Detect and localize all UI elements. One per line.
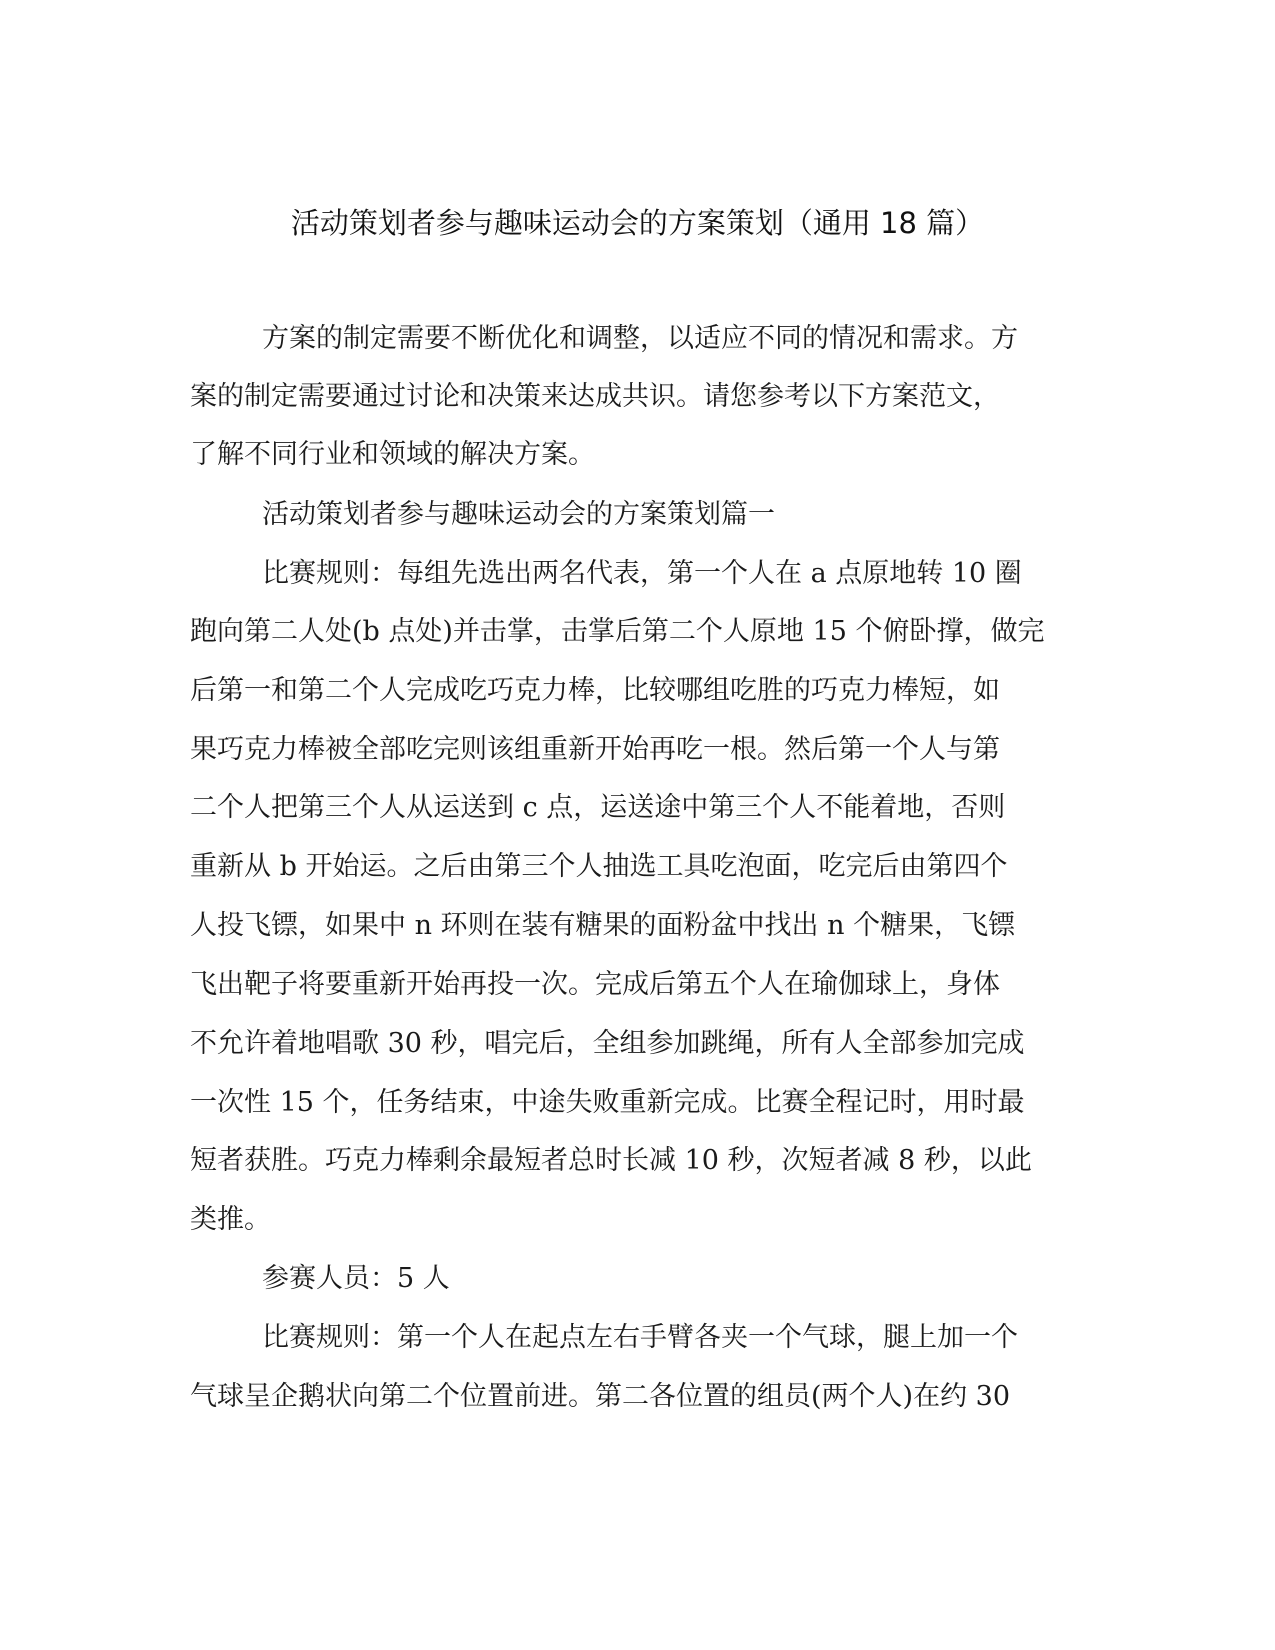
document-title: 活动策划者参与趣味运动会的方案策划（通用 18 篇） xyxy=(290,206,985,240)
paragraph-line: 重新从 b 开始运。之后由第三个人抽选工具吃泡面，吃完后由第四个 xyxy=(190,851,1008,882)
paragraph-line: 一次性 15 个，任务结束，中途失败重新完成。比赛全程记时，用时最 xyxy=(190,1087,1025,1118)
section-heading: 活动策划者参与趣味运动会的方案策划篇一 xyxy=(262,499,775,530)
paragraph-line: 类推。 xyxy=(190,1204,271,1235)
paragraph-line: 人投飞镖，如果中 n 环则在装有糖果的面粉盆中找出 n 个糖果，飞镖 xyxy=(190,910,1016,941)
paragraph-line: 二个人把第三个人从运送到 c 点，运送途中第三个人不能着地，否则 xyxy=(190,792,1006,823)
paragraph-line: 后第一和第二个人完成吃巧克力棒，比较哪组吃胜的巧克力棒短，如 xyxy=(190,675,1000,706)
participants-line: 参赛人员：5 人 xyxy=(262,1263,450,1294)
paragraph-line: 不允许着地唱歌 30 秒，唱完后，全组参加跳绳，所有人全部参加完成 xyxy=(190,1028,1025,1059)
paragraph-line: 方案的制定需要不断优化和调整，以适应不同的情况和需求。方 xyxy=(262,323,1018,354)
paragraph-line: 果巧克力棒被全部吃完则该组重新开始再吃一根。然后第一个人与第 xyxy=(190,734,1000,765)
paragraph-line: 了解不同行业和领域的解决方案。 xyxy=(190,439,595,470)
paragraph-line: 短者获胜。巧克力棒剩余最短者总时长减 10 秒，次短者减 8 秒，以此 xyxy=(190,1145,1032,1176)
paragraph-line: 比赛规则：第一个人在起点左右手臂各夹一个气球，腿上加一个 xyxy=(262,1322,1018,1353)
paragraph-line: 飞出靶子将要重新开始再投一次。完成后第五个人在瑜伽球上，身体 xyxy=(190,969,1000,1000)
paragraph-line: 跑向第二人处(b 点处)并击掌，击掌后第二个人原地 15 个俯卧撑，做完 xyxy=(190,616,1045,647)
paragraph-line: 气球呈企鹅状向第二个位置前进。第二各位置的组员(两个人)在约 30 xyxy=(190,1381,1011,1412)
paragraph-line: 案的制定需要通过讨论和决策来达成共识。请您参考以下方案范文， xyxy=(190,381,1000,412)
paragraph-line: 比赛规则：每组先选出两名代表，第一个人在 a 点原地转 10 圈 xyxy=(262,558,1022,589)
